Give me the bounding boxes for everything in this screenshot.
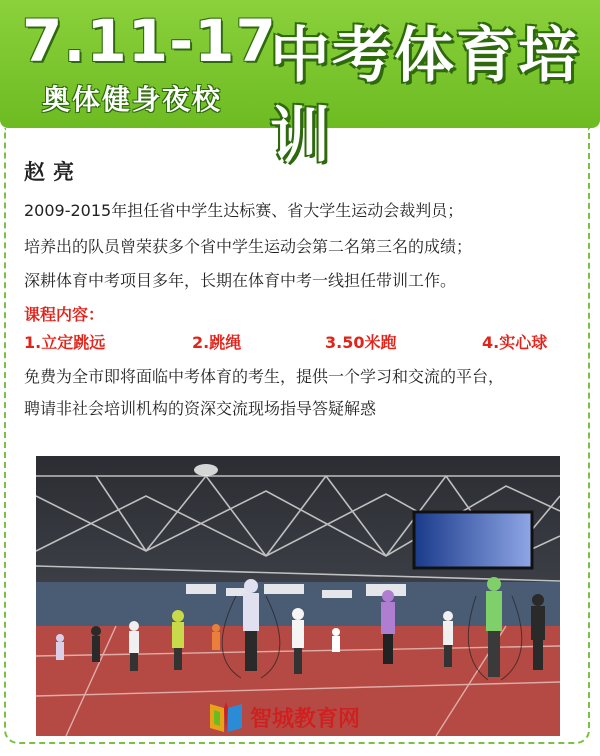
- coach-bio-line: 深耕体育中考项目多年，长期在体育中考一线担任带训工作。: [24, 271, 457, 290]
- book-logo-icon: [206, 696, 246, 736]
- header-banner: [0, 0, 600, 171]
- course-list: [0, 330, 600, 354]
- watermark-text: 智城教育网: [250, 707, 361, 732]
- course-item: 3.50米跑: [325, 333, 397, 352]
- site-watermark: [206, 696, 396, 736]
- course-item: 1.立定跳远: [24, 333, 106, 352]
- coach-bio-line: 2009-2015年担任省中学生达标赛、省大学生运动会裁判员；: [24, 201, 464, 220]
- event-date: 7.11-17: [22, 7, 277, 75]
- event-title: 中考体育培训: [270, 21, 580, 171]
- coach-bio-line: 培养出的队员曾荣获多个省中学生运动会第二名第三名的成绩；: [24, 237, 473, 256]
- course-heading: 课程内容：: [24, 305, 105, 324]
- coach-name: 赵亮: [24, 160, 82, 184]
- description-line: 免费为全市即将面临中考体育的考生，提供一个学习和交流的平台，: [24, 367, 505, 386]
- stadium-photo: [36, 456, 560, 736]
- course-item: 2.跳绳: [192, 333, 242, 352]
- course-item: 4.实心球: [482, 333, 548, 352]
- description-line: 聘请非社会培训机构的资深交流现场指导答疑解惑: [24, 399, 377, 418]
- event-subtitle: 奥体健身夜校: [42, 83, 223, 116]
- stadium-illustration: [36, 456, 560, 736]
